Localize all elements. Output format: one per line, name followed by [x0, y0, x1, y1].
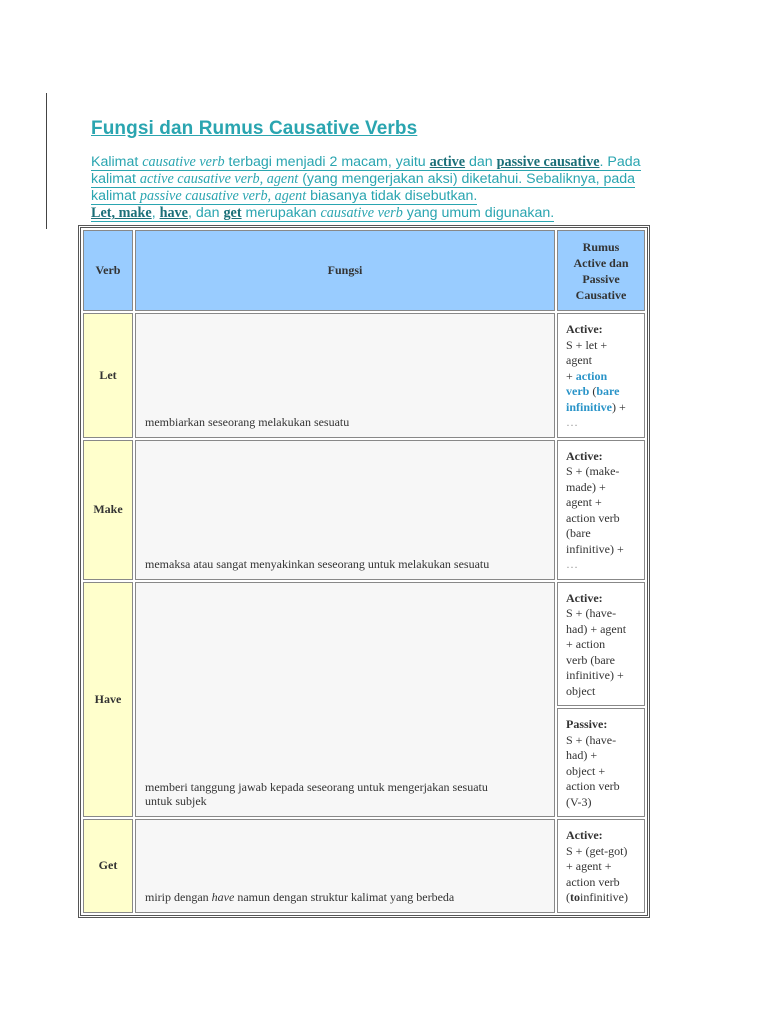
- verb-cell: Let: [83, 313, 133, 438]
- fungsi-cell: memaksa atau sangat menyakinkan seseorang untuk melakukan sesuatu: [135, 440, 555, 580]
- verb-cell: Get: [83, 819, 133, 913]
- table-row-get: [83, 819, 645, 913]
- rumus-cell-passive: Passive: S + (have- had) + object + action verb (V-3): [557, 708, 645, 817]
- verb-cell: Have: [83, 582, 133, 818]
- page-title: Fungsi dan Rumus Causative Verbs: [91, 118, 418, 139]
- intro-paragraph: [91, 154, 691, 222]
- rumus-cell: Active: S + (get-got) + agent + action verb (toinfinitive): [557, 819, 645, 913]
- fungsi-cell: memberi tanggung jawab kepada seseorang untuk mengerjakan sesuatu untuk subjek: [135, 582, 555, 818]
- intro-line-4: Let, make, have, dan get merupakan causative verb yang umum digunakan.: [91, 205, 555, 221]
- header-fungsi: Fungsi: [135, 230, 555, 311]
- margin-line: [46, 93, 47, 229]
- table-row-make: [83, 440, 645, 580]
- table-row-have: [83, 582, 645, 707]
- verb-cell: Make: [83, 440, 133, 580]
- header-verb: Verb: [83, 230, 133, 311]
- fungsi-cell: membiarkan seseorang melakukan sesuatu: [135, 313, 555, 438]
- rumus-cell: Active: S + let + agent + action verb (bare infinitive) + …: [557, 313, 645, 438]
- table-row-let: [83, 313, 645, 438]
- intro-line-1: Kalimat causative verb terbagi menjadi 2 macam, yaitu active dan passive causative. Pada: [91, 154, 641, 170]
- rumus-cell-active: Active: S + (have- had) + agent + action verb (bare infinitive) + object: [557, 582, 645, 707]
- table-header-row: [83, 230, 645, 311]
- fungsi-cell: mirip dengan have namun dengan struktur kalimat yang berbeda: [135, 819, 555, 913]
- intro-line-2: kalimat active causative verb, agent (yang mengerjakan aksi) diketahui. Sebaliknya, pada: [91, 171, 636, 187]
- rumus-cell: Active: S + (make- made) + agent + action verb (bare infinitive) + …: [557, 440, 645, 580]
- header-rumus: Rumus Active dan Passive Causative: [557, 230, 645, 311]
- causative-table: [80, 227, 648, 916]
- intro-line-3: kalimat passive causative verb, agent biasanya tidak disebutkan.: [91, 188, 478, 204]
